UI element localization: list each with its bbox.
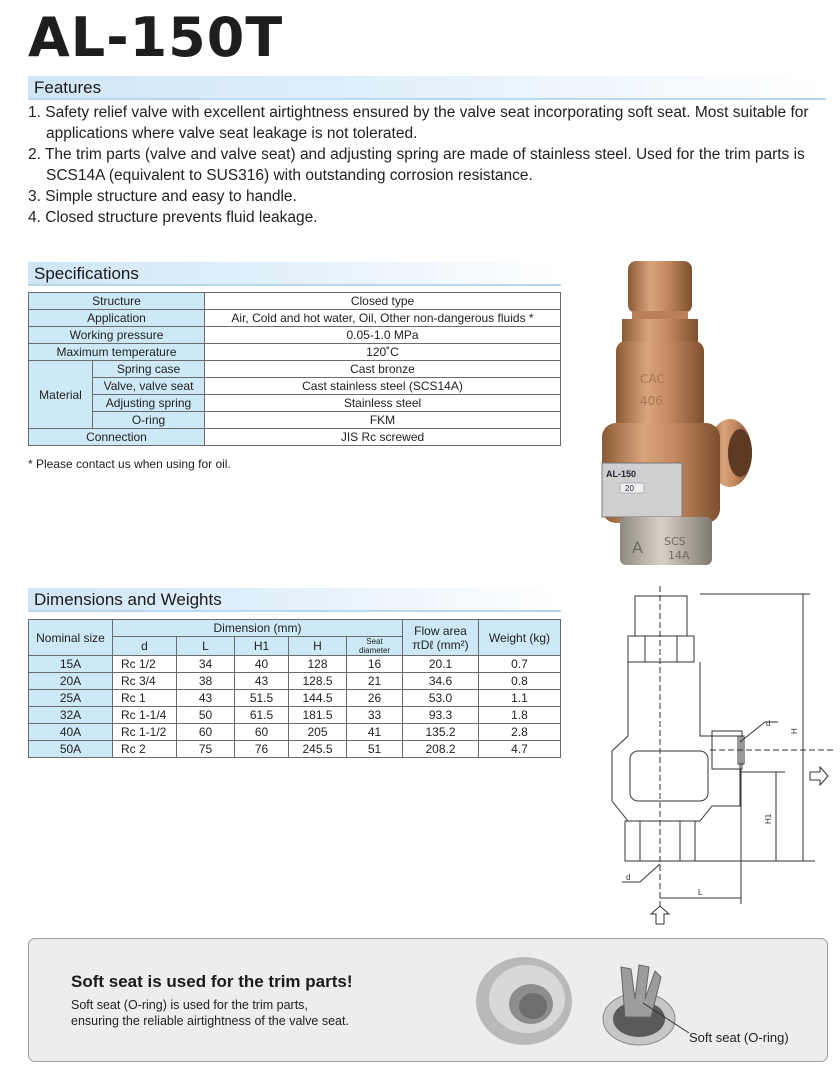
cell-weight: 2.8 — [479, 724, 561, 741]
valve-cap — [628, 261, 692, 313]
dimensions-heading: Dimensions and Weights — [34, 590, 222, 609]
valve-seat-photo — [469, 949, 579, 1054]
oil-note: * Please contact us when using for oil. — [28, 457, 231, 471]
table-row — [29, 656, 561, 673]
cell-seat: 51 — [347, 741, 403, 758]
specifications-table — [28, 292, 561, 446]
feature-item: 2. The trim parts (valve and valve seat) and adjusting spring are made of stainless steel. Used for the trim parts is SCS14A (equivalent to SUS316) with outstanding corrosion resistance. — [28, 146, 805, 184]
cell-seat: 33 — [347, 707, 403, 724]
col-d: d — [113, 637, 177, 656]
spec-label: Spring case — [93, 361, 205, 378]
cell-flow: 34.6 — [403, 673, 479, 690]
col-flow-area — [403, 620, 479, 656]
spec-value: Closed type — [205, 293, 561, 310]
label-L: L — [698, 888, 703, 897]
col-seat-diameter: Seat diameter — [347, 637, 403, 656]
outlet-arrow — [810, 767, 828, 785]
cast-mark-1: CAC — [640, 372, 665, 386]
label-d-inlet: d — [626, 873, 631, 882]
inlet-arrow — [651, 906, 669, 924]
cell-d: Rc 1-1/4 — [113, 707, 177, 724]
cell-H: 205 — [289, 724, 347, 741]
cell-weight: 4.7 — [479, 741, 561, 758]
valve-nut — [622, 319, 698, 343]
cell-L: 75 — [177, 741, 235, 758]
spec-value: Stainless steel — [205, 395, 561, 412]
product-title: AL-150T — [28, 6, 284, 69]
table-row — [29, 378, 561, 395]
cell-weight: 0.7 — [479, 656, 561, 673]
drawing-cap — [635, 596, 687, 636]
col-H1: H1 — [235, 637, 289, 656]
cell-weight: 1.1 — [479, 690, 561, 707]
cell-H: 128.5 — [289, 673, 347, 690]
cell-d: Rc 2 — [113, 741, 177, 758]
table-row — [29, 361, 561, 378]
label-H1: H1 — [764, 813, 773, 824]
label-d-outlet: d — [766, 719, 771, 728]
cell-seat: 16 — [347, 656, 403, 673]
table-row — [29, 412, 561, 429]
cell-flow: 20.1 — [403, 656, 479, 673]
spec-label: Maximum temperature — [29, 344, 205, 361]
cell-H: 181.5 — [289, 707, 347, 724]
cell-H1: 76 — [235, 741, 289, 758]
col-nominal-size: Nominal size — [29, 620, 113, 656]
body-mark-2: 14A — [668, 549, 690, 562]
spec-value: 0.05-1.0 MPa — [205, 327, 561, 344]
spec-label: O-ring — [93, 412, 205, 429]
cell-seat: 21 — [347, 673, 403, 690]
cell-weight: 0.8 — [479, 673, 561, 690]
feature-item: 4. Closed structure prevents fluid leakage. — [28, 209, 318, 226]
drawing-nut — [628, 636, 694, 662]
features-heading: Features — [34, 78, 102, 97]
feature-item: 1. Safety relief valve with excellent airtightness ensured by the valve seat incorporating soft seat. Most suitable for applications where valve seat leakage is not tolerated. — [28, 104, 809, 142]
body-letter: A — [632, 538, 643, 557]
col-L: L — [177, 637, 235, 656]
spec-value: Cast bronze — [205, 361, 561, 378]
table-row — [29, 673, 561, 690]
cell-flow: 53.0 — [403, 690, 479, 707]
body-mark-1: SCS — [664, 535, 686, 548]
material-label: Material — [29, 361, 93, 429]
table-row — [29, 429, 561, 446]
spec-label: Working pressure — [29, 327, 205, 344]
cell-H1: 60 — [235, 724, 289, 741]
spec-label: Connection — [29, 429, 205, 446]
cell-weight: 1.8 — [479, 707, 561, 724]
cell-flow: 208.2 — [403, 741, 479, 758]
valve-photo — [580, 255, 780, 575]
valve-bonnet — [616, 341, 704, 431]
table-header-row — [29, 620, 561, 637]
spec-value: JIS Rc screwed — [205, 429, 561, 446]
table-row — [29, 344, 561, 361]
table-row — [29, 707, 561, 724]
table-row — [29, 327, 561, 344]
table-row — [29, 395, 561, 412]
cell-size: 15A — [29, 656, 113, 673]
cell-flow: 93.3 — [403, 707, 479, 724]
table-row — [29, 690, 561, 707]
cell-H1: 43 — [235, 673, 289, 690]
spec-label: Adjusting spring — [93, 395, 205, 412]
col-dimension: Dimension (mm) — [113, 620, 403, 637]
spec-value: Air, Cold and hot water, Oil, Other non-dangerous fluids * — [205, 310, 561, 327]
cell-seat: 26 — [347, 690, 403, 707]
soft-seat-callout: Soft seat (O-ring) — [689, 1030, 789, 1045]
cell-flow: 135.2 — [403, 724, 479, 741]
spec-label: Application — [29, 310, 205, 327]
cell-L: 38 — [177, 673, 235, 690]
features-header — [28, 76, 826, 100]
cell-L: 34 — [177, 656, 235, 673]
flow-area-label: Flow area — [414, 623, 467, 638]
flow-area-unit: πDℓ (mm²) — [412, 637, 469, 652]
spec-value: 120˚C — [205, 344, 561, 361]
soft-seat-title: Soft seat is used for the trim parts! — [71, 972, 353, 991]
spec-label: Valve, valve seat — [93, 378, 205, 395]
nameplate-value: 20 — [625, 484, 634, 493]
cell-H1: 51.5 — [235, 690, 289, 707]
table-row — [29, 741, 561, 758]
cell-d: Rc 3/4 — [113, 673, 177, 690]
spec-value: FKM — [205, 412, 561, 429]
cell-H1: 40 — [235, 656, 289, 673]
cell-d: Rc 1/2 — [113, 656, 177, 673]
col-weight: Weight (kg) — [479, 620, 561, 656]
soft-seat-box — [28, 938, 828, 1062]
cell-H1: 61.5 — [235, 707, 289, 724]
soft-seat-desc-line: Soft seat (O-ring) is used for the trim parts, — [71, 998, 308, 1012]
cell-H: 128 — [289, 656, 347, 673]
table-row — [29, 724, 561, 741]
spec-label: Structure — [29, 293, 205, 310]
cast-mark-2: 406 — [640, 394, 663, 408]
cell-L: 43 — [177, 690, 235, 707]
cell-size: 50A — [29, 741, 113, 758]
cell-L: 50 — [177, 707, 235, 724]
cell-d: Rc 1 — [113, 690, 177, 707]
table-row — [29, 310, 561, 327]
cell-seat: 41 — [347, 724, 403, 741]
table-row — [29, 293, 561, 310]
specifications-header — [28, 262, 561, 286]
features-list — [28, 102, 818, 228]
soft-seat-desc-line: ensuring the reliable airtightness of the valve seat. — [71, 1014, 349, 1028]
dimensions-body — [29, 656, 561, 758]
nameplate-model: AL-150 — [606, 469, 637, 479]
cell-H: 245.5 — [289, 741, 347, 758]
dimension-drawing — [600, 586, 835, 926]
feature-item: 3. Simple structure and easy to handle. — [28, 188, 297, 205]
dimensions-header — [28, 588, 561, 612]
cell-L: 60 — [177, 724, 235, 741]
label-H: H — [790, 728, 799, 734]
spec-value: Cast stainless steel (SCS14A) — [205, 378, 561, 395]
cell-size: 25A — [29, 690, 113, 707]
cell-size: 32A — [29, 707, 113, 724]
specifications-heading: Specifications — [34, 264, 139, 283]
cell-size: 20A — [29, 673, 113, 690]
cell-H: 144.5 — [289, 690, 347, 707]
cell-size: 40A — [29, 724, 113, 741]
dimensions-table — [28, 619, 561, 758]
col-H: H — [289, 637, 347, 656]
cell-d: Rc 1-1/2 — [113, 724, 177, 741]
soft-seat-description — [71, 997, 349, 1029]
